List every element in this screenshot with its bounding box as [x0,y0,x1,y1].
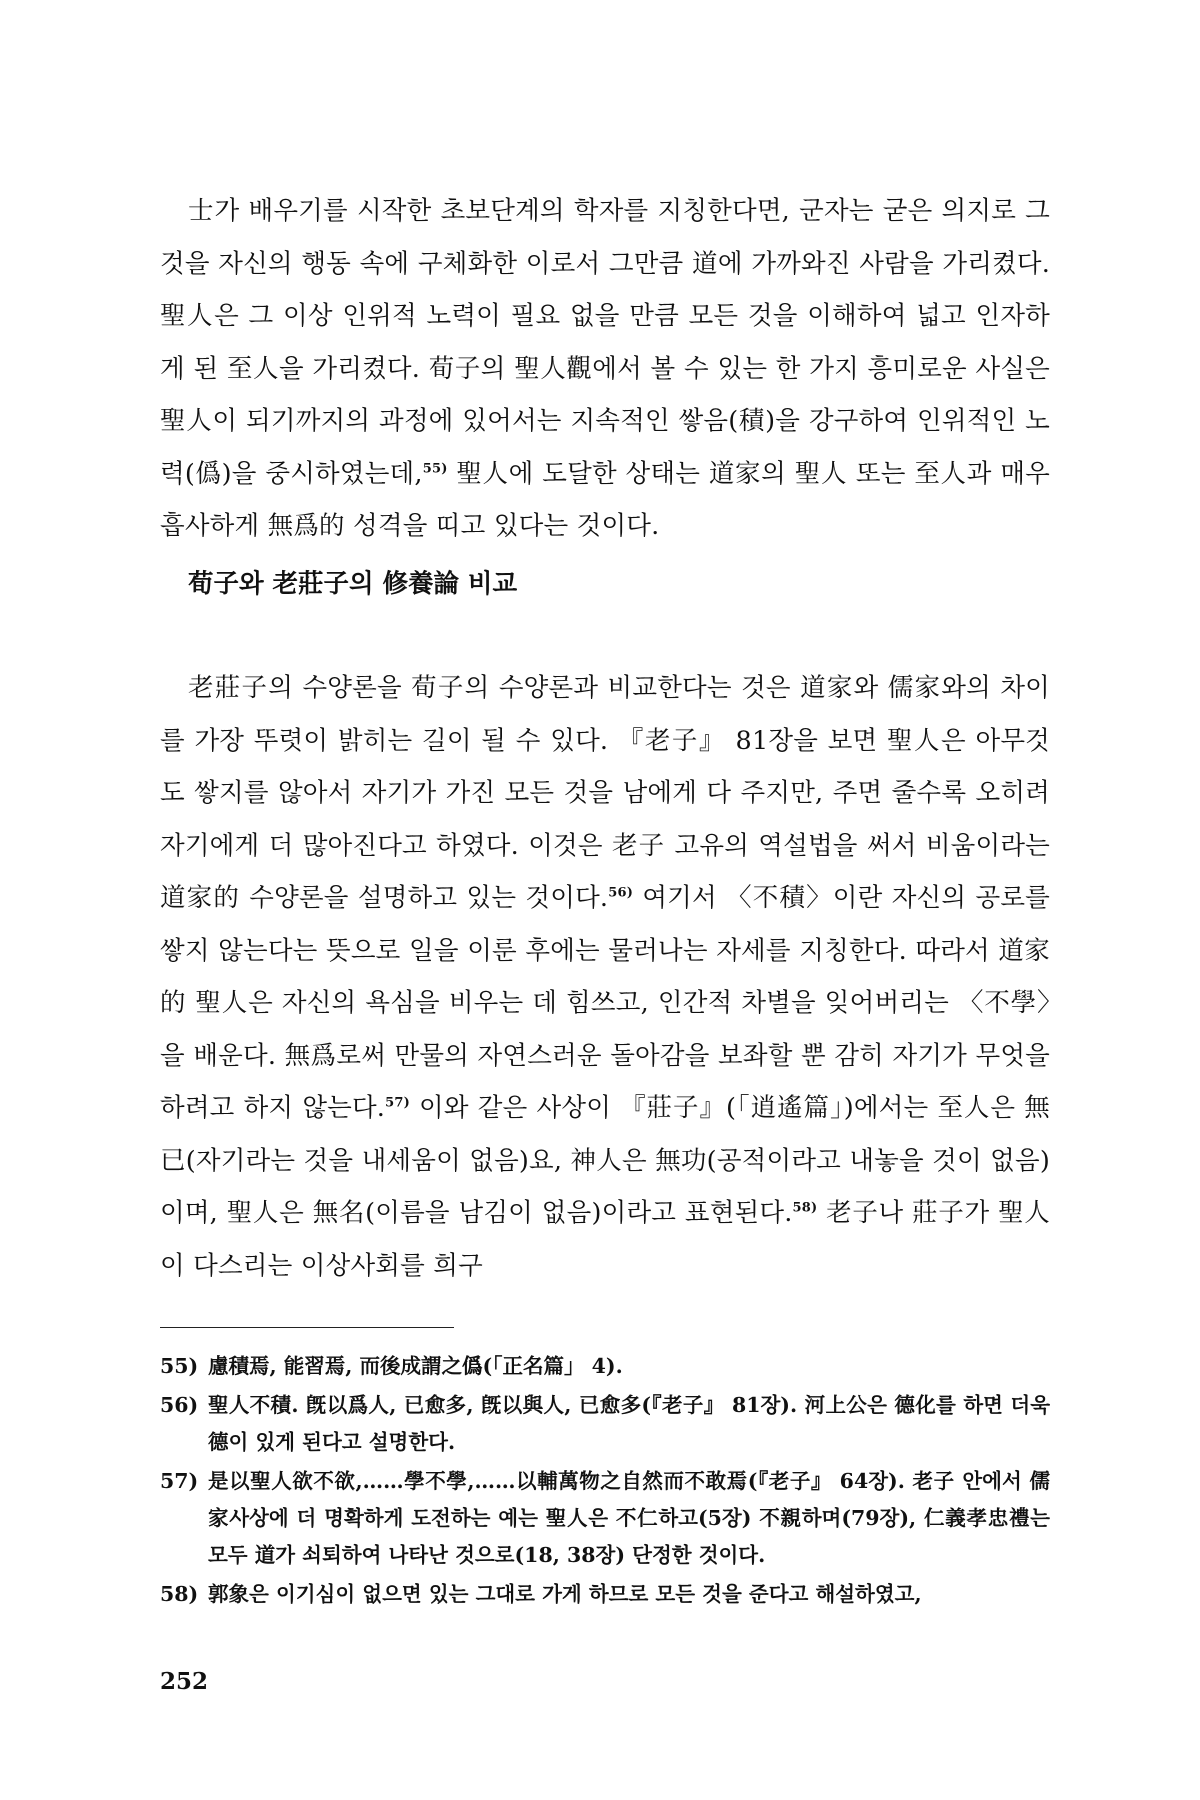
paragraph-text: 聖人에 도달한 상태는 道家의 聖人 또는 至人과 매우 흡사하게 無爲的 성격을 띠고 있다는 것이다. [160,458,1050,541]
footnote-number: 55) [160,1354,199,1378]
footnote-text: 郭象은 이기심이 없으면 있는 그대로 가게 하므로 모든 것을 준다고 해설하였고, [208,1582,922,1606]
footnote-text: 是以聖人欲不欲,……學不學,……以輔萬物之自然而不敢焉(『老子』 64장). 老子 안에서 儒家사상에 더 명확하게 도전하는 예는 聖人은 不仁하고(5장) 不親하며(79장), 仁義孝忠禮는 모두 道가 쇠퇴하여 나타난 것으로(18, 38장) 단정한 것이다. [208,1469,1050,1567]
body-paragraph-1 [160,185,1050,553]
paragraph-text: 老莊子의 수양론을 荀子의 수양론과 비교한다는 것은 道家와 儒家와의 차이를 가장 뚜렷이 밝히는 길이 될 수 있다. 『老子』 81장을 보면 聖人은 아무것도 쌓지를 않아서 자기가 가진 모든 것을 남에게 다 주지만, 주면 줄수록 오히려 자기에게 더 많아진다고 하였다. 이것은 老子 고유의 역설법을 써서 비움이라는 道家的 수양론을 설명하고 있는 것이다. [160,673,1050,913]
footnote-ref-57[interactable]: 57) [385,1095,410,1111]
footnote-57 [160,1463,1050,1574]
paragraph-text: 老子나 莊子가 聖人이 다스리는 이상사회를 희구 [160,1198,1050,1281]
footnote-58 [160,1576,1050,1613]
page-number: 252 [160,1668,209,1695]
footnote-ref-56[interactable]: 56) [608,885,634,901]
section-heading: 荀子와 老莊子의 修養論 비교 [188,568,518,599]
paragraph-text: 여기서 〈不積〉이란 자신의 공로를 쌓지 않는다는 뜻으로 일을 이룬 후에는 물러나는 자세를 지칭한다. 따라서 道家的 聖人은 자신의 욕심을 비우는 데 힘쓰고, 인간적 차별을 잊어버리는 〈不學〉을 배운다. 無爲로써 만물의 자연스러운 돌아감을 보좌할 뿐 감히 자기가 무엇을 하려고 하지 않는다. [160,883,1050,1123]
footnote-number: 57) [160,1469,199,1493]
footnote-text: 聖人不積. 旣以爲人, 已愈多, 旣以與人, 已愈多(『老子』 81장). 河上公은 德化를 하면 더욱 德이 있게 된다고 설명한다. [208,1393,1050,1454]
footnote-55 [160,1348,1050,1385]
footnote-number: 58) [160,1582,199,1606]
footnote-ref-55[interactable]: 55) [422,461,448,476]
footnotes [160,1348,1050,1615]
main-text [160,185,1050,1292]
paragraph-text: 士가 배우기를 시작한 초보단계의 학자를 지칭한다면, 군자는 굳은 의지로 그것을 자신의 행동 속에 구체화한 이로서 그만큼 道에 가까와진 사람을 가리켰다. 聖人은 그 이상 인위적 노력이 필요 없을 만큼 모든 것을 이해하여 넓고 인자하게 된 至人을 가리켰다. 荀子의 聖人觀에서 볼 수 있는 한 가지 흥미로운 사실은 聖人이 되기까지의 과정에 있어서는 지속적인 쌓음(積)을 강구하여 인위적인 노력(僞)을 중시하였는데, [160,196,1050,489]
footnote-number: 56) [160,1393,199,1417]
body-paragraph-2 [160,662,1050,1292]
footnote-56 [160,1387,1050,1461]
footnote-divider [160,1327,454,1328]
footnote-text: 慮積焉, 能習焉, 而後成謂之僞(「正名篇」 4). [208,1354,623,1378]
footnote-ref-58[interactable]: 58) [792,1200,818,1216]
paragraph-text: 이와 같은 사상이 『莊子』(「逍遙篇」)에서는 至人은 無已(자기라는 것을 내세움이 없음)요, 神人은 無功(공적이라고 내놓을 것이 없음)이며, 聖人은 無名(이름을 남김이 없음)이라고 표현된다. [160,1093,1050,1228]
